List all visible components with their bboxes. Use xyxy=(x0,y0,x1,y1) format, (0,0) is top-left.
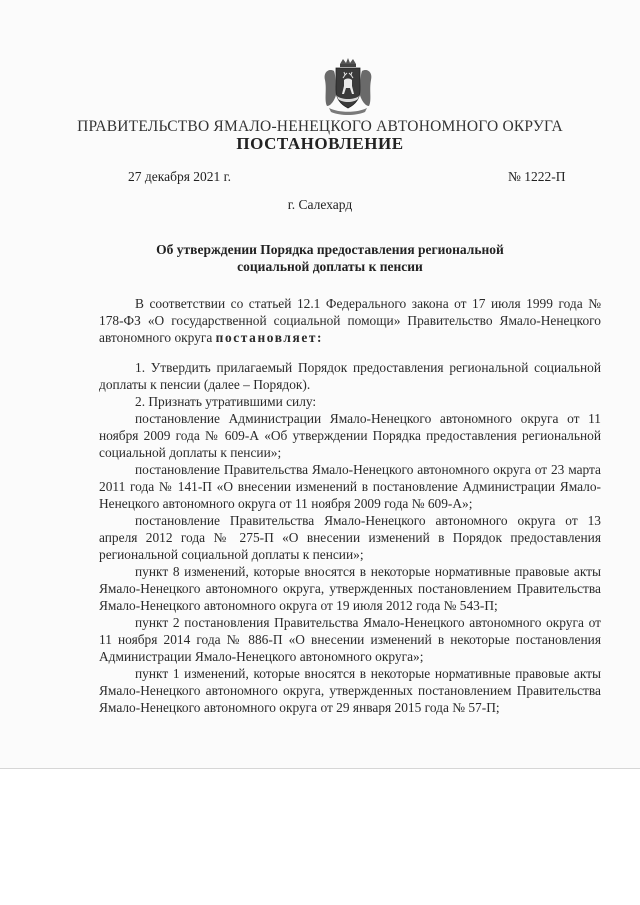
coat-of-arms-icon xyxy=(321,56,375,118)
preamble-paragraph xyxy=(99,295,601,346)
paragraph-1: 1. Утвердить прилагаемый Порядок предоставления региональной социальной доплаты к пенсии (далее – Порядок). xyxy=(99,360,601,392)
government-name: ПРАВИТЕЛЬСТВО ЯМАЛО-НЕНЕЦКОГО АВТОНОМНОГО ОКРУГА xyxy=(77,118,563,135)
paragraph-5: постановление Правительства Ямало-Ненецкого автономного округа от 13 апреля 2012 года № 275-П «О внесении изменений в Порядок предоставления региональной социальной доплаты к пенсии»; xyxy=(99,513,601,562)
empty-background xyxy=(0,769,640,905)
title-line-1: Об утверждении Порядка предоставления региональной xyxy=(156,242,504,257)
paragraph-8: пункт 1 изменений, которые вносятся в некоторые нормативные правовые акты Ямало-Ненецкого автономного округа, утвержденных постановлением Правительства Ямало-Ненецкого автономного округа от 29 января 2015 года № 57-П; xyxy=(99,666,601,715)
document-city: г. Салехард xyxy=(287,197,353,212)
document-title xyxy=(150,241,510,275)
document-number: № 1222-П xyxy=(508,169,566,184)
paragraph-4: постановление Правительства Ямало-Ненецкого автономного округа от 23 марта 2011 года № 141-П «О внесении изменений в постановление Администрации Ямало-Ненецкого автономного округа от 11 ноября 2009 года № 609-А»; xyxy=(99,462,601,511)
paragraph-6: пункт 8 изменений, которые вносятся в некоторые нормативные правовые акты Ямало-Ненецкого автономного округа, утвержденных постановлением Правительства Ямало-Ненецкого автономного округа от 19 июля 2012 года № 543-П; xyxy=(99,564,601,613)
paragraph-3: постановление Администрации Ямало-Ненецкого автономного округа от 11 ноября 2009 года № 609-А «Об утверждении Порядка предоставления региональной социальной доплаты к пенсии»; xyxy=(99,411,601,460)
document-body xyxy=(99,295,601,716)
resolves-word: постановляет: xyxy=(215,330,324,345)
document-type: ПОСТАНОВЛЕНИЕ xyxy=(236,134,404,153)
paragraph-7: пункт 2 постановления Правительства Ямало-Ненецкого автономного округа от 11 ноября 2014 года № 886-П «О внесении изменений в некоторые постановления Администрации Ямало-Ненецкого автономного округа»; xyxy=(99,615,601,664)
paragraph-2: 2. Признать утратившими силу: xyxy=(135,394,317,409)
preamble-text: В соответствии со статьей 12.1 Федерального закона от 17 июля 1999 года № 178-ФЗ «О государственной социальной помощи» Правительство Ямало-Ненецкого автономного округа xyxy=(99,296,601,345)
title-line-2: социальной доплаты к пенсии xyxy=(237,259,423,274)
document-date: 27 декабря 2021 г. xyxy=(128,169,232,184)
